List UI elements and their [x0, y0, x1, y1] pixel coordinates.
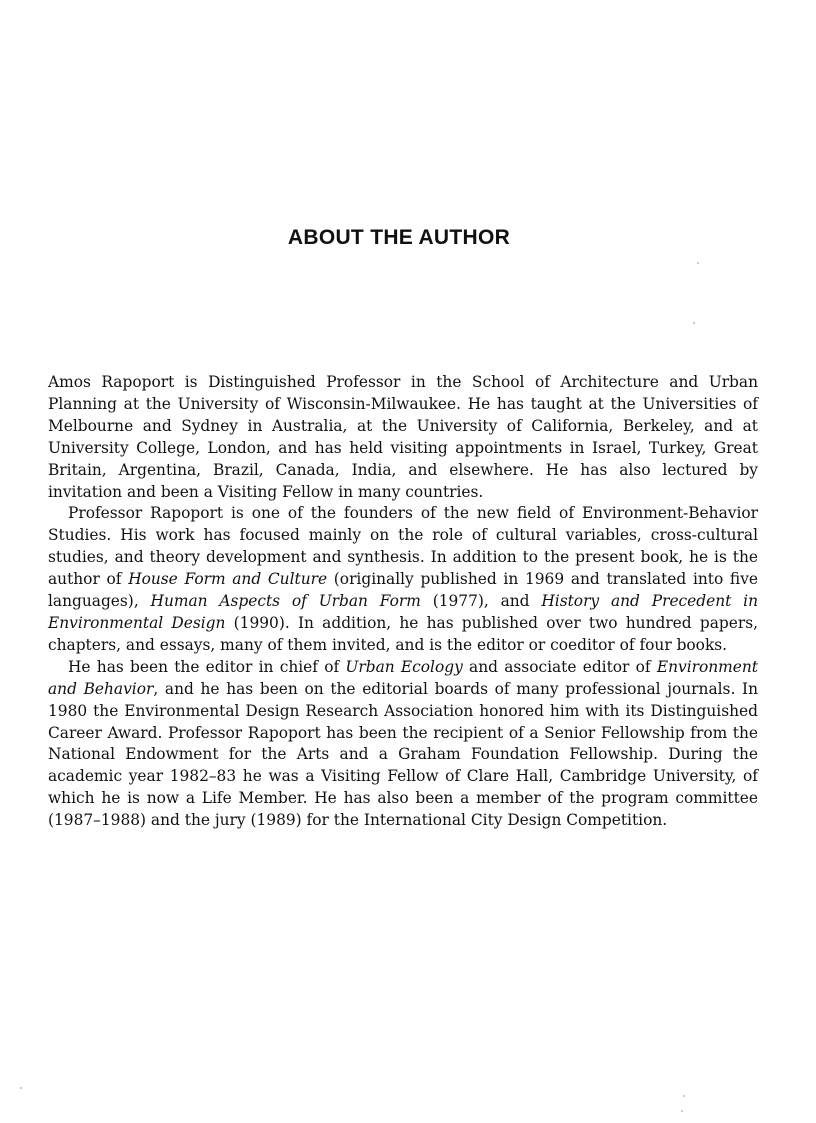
- paragraph-2-text-4: (1990). In addition, he has published over two hundred papers, chapters, and essays, many of them invited, and is the editor or coeditor of four books.: [48, 613, 758, 654]
- paragraph-3-text-3: , and he has been on the editorial boards of many professional journals. In 1980 the Environmental Design Research Association honored him with its Distinguished Career Award. Professor Rapoport has been the recipient of a Senior Fellowship from the National Endowment for the Arts and a Graham Foundation Fellowship. During the academic year 1982–83 he was a Visiting Fellow of Clare Hall, Cambridge University, of which he is now a Life Member. He has also been a member of the program committee (1987–1988) and the jury (1989) for the International City Design Competition.: [48, 679, 758, 830]
- paragraph-3-text-1: He has been the editor in chief of: [68, 657, 346, 676]
- paragraph-2-text-3: (1977), and: [420, 592, 542, 611]
- book-title-history-and-precedent: History and Precedent in Environmental Design: [48, 592, 758, 632]
- paragraph-3: [48, 657, 758, 832]
- paragraph-2-text-1: Professor Rapoport is one of the founders of the new field of Environment-Behavior Studies. His work has focused mainly on the role of cultural variables, cross-cultural studies, and theory development and synthesis. In addition to the present book, he is the author of: [48, 504, 758, 589]
- journal-title-urban-ecology: Urban Ecology: [345, 657, 463, 676]
- paragraph-2: [48, 503, 758, 656]
- paragraph-1: [48, 372, 758, 503]
- journal-title-environment-and-behavior: Environment and Behavior: [48, 657, 758, 698]
- page-title: ABOUT THE AUTHOR: [287, 226, 511, 249]
- book-title-house-form-and-culture: House Form and Culture: [128, 570, 328, 589]
- paragraph-2-text-2: (originally published in 1969 and translated into five languages),: [48, 570, 759, 611]
- author-biography: [48, 372, 758, 832]
- book-title-human-aspects-of-urban-form: Human Aspects of Urban Form: [150, 592, 421, 611]
- paragraph-1-text: Amos Rapoport is Distinguished Professor in the School of Architecture and Urban Planning at the University of Wisconsin-Milwaukee. He has taught at the Universities of Melbourne and Sydney in Australia, at the University of California, Berkeley, and at University College, London, and has held visiting appointments in Israel, Turkey, Great Britain, Argentina, Brazil, Canada, India, and elsewhere. He has also lectured by invitation and been a Visiting Fellow in many countries.: [48, 373, 758, 501]
- paragraph-3-text-2: and associate editor of: [462, 657, 657, 676]
